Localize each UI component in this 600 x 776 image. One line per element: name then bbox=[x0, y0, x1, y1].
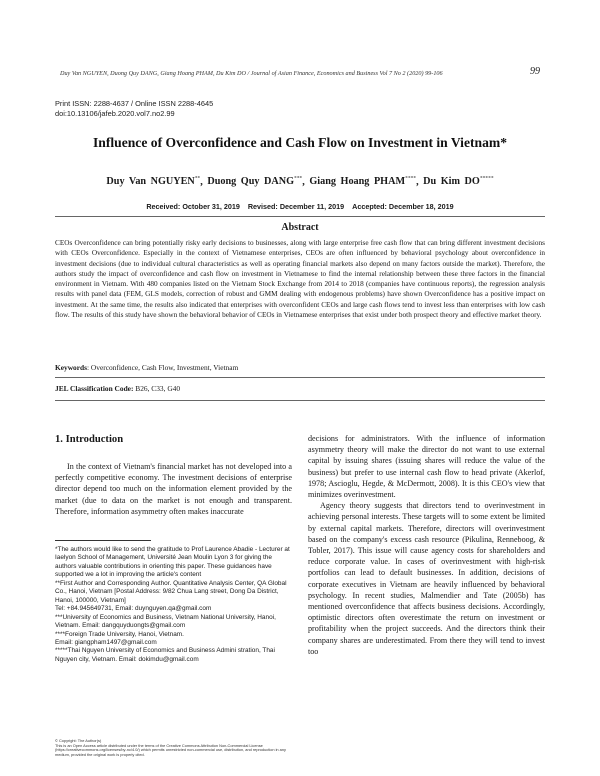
paper-title: Influence of Overconfidence and Cash Flow on Investment in Vietnam* bbox=[93, 135, 507, 150]
footnote-author-4: ****Foreign Trade University, Hanoi, Vietnam. bbox=[55, 630, 184, 638]
license-note bbox=[55, 739, 292, 758]
intro-paragraph-1: In the context of Vietnam's financial market has not developed into a perfectly competitive economy. The investment decisions of enterprise director depend too much on the information element provided by the market (due to data on the market is not enough and transparent. Therefore, information asymmetry often makes inaccurate bbox=[55, 462, 292, 516]
submission-dates bbox=[20, 202, 580, 211]
intro-paragraph-3: Agency theory suggests that directors tend to overinvestment in achieving personal interests. These targets will to some extent be limited by external capital markets. Therefore, directors will overinvestment based on the company's excess cash resource (Pikulina, Renneboog, & Tobler, 2017). This issue will cause agency costs for shareholders and reduce corporate value. In cases of overinvestment with high-risk portfolios can lead to default businesses. In addition, decisions of corporate executives in Vietnam are heavily influenced by behavioral psychology. In recent studies, Malmendier and Tate (2005b) has mentioned overconfidence that affects business decisions. Accordingly, optimistic directors often overestimate the return on investment or profitability when the project succeeds. And the directors think their company shares are underestimated. From there they will tend to invest too bbox=[308, 501, 545, 656]
footnote-divider bbox=[55, 540, 151, 541]
keywords-label: Keywords bbox=[55, 363, 88, 372]
copyright-line: © Copyright: The Author(s) bbox=[55, 738, 102, 743]
divider-keywords bbox=[55, 377, 545, 378]
footnote-author-4-email: Email: giangpham1497@gmail.com bbox=[55, 638, 157, 646]
abstract-heading: Abstract bbox=[281, 222, 319, 233]
section-heading-introduction: 1. Introduction bbox=[55, 434, 124, 445]
author-list: Duy Van NGUYEN**, Duong Quy DANG***, Giang Hoang PHAM****, Du Kim DO***** bbox=[106, 176, 494, 188]
jel-label: JEL Classification Code: bbox=[55, 384, 134, 393]
footnote-first-author: **First Author and Corresponding Author. Quantitative Analysis Center, QA Global Co., Hanoi, Vietnam [Postal Address: 9/82 Chua Lang street, Dong Da District, Hanoi, 100000, Vietnam] bbox=[55, 579, 287, 604]
author-4: Du Kim DO***** bbox=[423, 176, 494, 188]
jel-line bbox=[55, 384, 545, 393]
footnotes bbox=[55, 546, 292, 664]
abstract-text: CEOs Overconfidence can bring potentially risky early decisions to businesses, along with large enterprise free cash flow that can bring different investment decisions with CEOs Overconfidence. Especially in the context of Vietnamese enterprises, CEOs are often influenced by behavioral psychology about overconfidence in investment decisions (due to individual cultural characteristics as well as operating financial markets also depend on many factors outside the market). Therefore, the authors study the impact of overconfidence and cash flow on investment in Vietnamese to find the internal relationship between these three factors in the financial environment in Vietnam. With 480 companies listed on the Vietnam Stock Exchange from 2014 to 2018 (companies have continuous reports), the regression analysis results with panel data (FEM, GLS models, correction of robust and GMM dealing with endogenous problems) have shown Overconfidence has a positive impact on investment. At the same time, the results also indicated that enterprises with overconfident CEOs and large cash flows tend to invest less than enterprises with low cash flow. The results of this study have shown the behavioral behavior of CEOs in Vietnamese enterprises that exist under both prospect theory and effective market theory. bbox=[55, 239, 545, 320]
license-text: This is an Open Access article distributed under the terms of the Creative Commons Attribution Non-Commercial License (https://creativecommons.org/licenses/by-nc/4.0/) which permits unrestricted non-commercial use, distribution, and reproduction in any medium, provided the original work is properly cited. bbox=[55, 742, 286, 758]
keywords-line bbox=[55, 363, 545, 372]
author-3: Giang Hoang PHAM**** bbox=[309, 176, 417, 188]
footnote-author-3: ***University of Economics and Business, Vietnam National University, Hanoi, Vietnam. Email: dangquyduongts@gmail.com bbox=[55, 613, 276, 630]
footnote-first-author-contact: Tel: +84.945649731, Email: duynguyen.qa@gmail.com bbox=[55, 605, 212, 613]
doi-line[interactable]: doi:10.13106/jafeb.2020.vol7.no2.99 bbox=[55, 109, 175, 118]
footnote-acknowledgement: *The authors would like to send the gratitude to Prof Laurence Abadie - Lecturer at Iaelyon School of Management, Université Jean Moulin Lyon 3 for giving the authors valuable contributions in orienting this paper. These guidances have supported we a lot in improving the article's content bbox=[55, 546, 290, 579]
author-2: Duong Quy DANG*** bbox=[207, 176, 303, 188]
intro-right-column bbox=[308, 433, 545, 657]
accepted-date: Accepted: December 18, 2019 bbox=[352, 202, 454, 211]
revised-date: Revised: December 11, 2019 bbox=[247, 202, 345, 211]
publication-meta bbox=[55, 99, 213, 119]
running-head: Duy Van NGUYEN, Duong Quy DANG, Giang Hoang PHAM, Du Kim DO / Journal of Asian Finance, Economics and Business Vol 7 No 2 (2020) 99-106 bbox=[60, 70, 443, 77]
author-1: Duy Van NGUYEN** bbox=[106, 176, 201, 188]
keywords-values: : Overconfidence, Cash Flow, Investment, Vietnam bbox=[87, 363, 239, 372]
page-number: 99 bbox=[530, 66, 540, 77]
footnote-author-5: *****Thai Nguyen University of Economics and Business Admini stration, Thai Nguyen city, Vietnam. Email: dokimdu@gmail.com bbox=[55, 647, 275, 663]
received-date: Received: October 31, 2019 bbox=[146, 202, 240, 211]
issn-line: Print ISSN: 2288-4637 / Online ISSN 2288-4645 bbox=[55, 99, 214, 108]
intro-left-column bbox=[55, 461, 292, 517]
divider-top bbox=[55, 216, 545, 217]
intro-paragraph-2: decisions for administrators. With the influence of information asymmetry theory will make the director do not want to use external capital by issuing shares (issuing shares will reduce the value of the business) but prefer to use internal cash flow to head private (Akerlof, 1978; Ascioglu, Hegde, & McDermott, 2008). It is this CEO's view that minimizes overinvestment. bbox=[308, 434, 545, 500]
divider-jel bbox=[55, 400, 545, 401]
jel-values: B26, C33, G40 bbox=[133, 384, 181, 393]
